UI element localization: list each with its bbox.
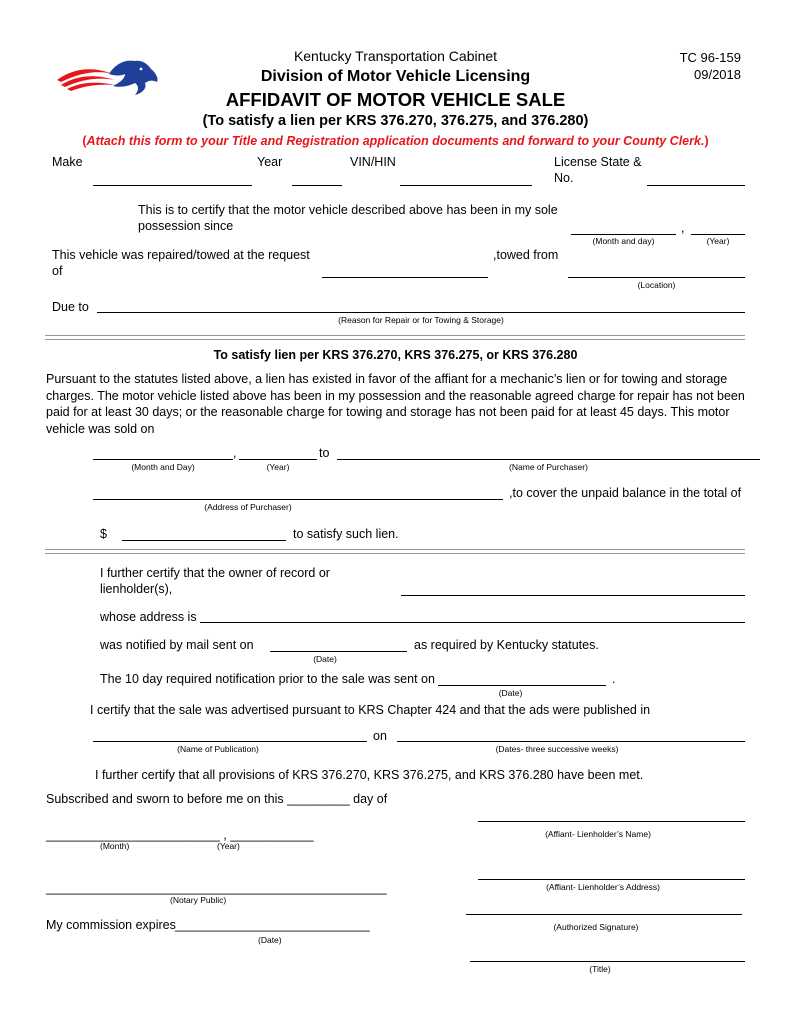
location-field[interactable] [568, 277, 745, 278]
lien-paragraph: Pursuant to the statutes listed above, a lien has existed in favor of the affiant for a mechanic’s lien or for towing and storage charges. The motor vehicle listed above has been in my possession and the reasonable agreed charge for repair has not been paid for at least 30 days; or the reasonable charge for towing and storage has not been paid for at least 45 days. This motor vehicle was sold on [46, 372, 745, 436]
make-label: Make [52, 155, 83, 169]
owner-address-field[interactable] [200, 622, 745, 623]
affiant-address-field[interactable] [478, 879, 745, 880]
purchaser-name-label: (Name of Purchaser) [509, 462, 588, 472]
possession-year-field[interactable] [691, 234, 745, 235]
purchaser-address-label: (Address of Purchaser) [204, 502, 292, 512]
license-no-label: No. [554, 171, 574, 185]
to-text: to [319, 446, 330, 460]
on-text: on [373, 729, 387, 743]
due-to-text: Due to [52, 300, 89, 314]
notified-date-label: (Date) [313, 654, 337, 664]
satisfy-lien-text: to satisfy such lien. [293, 527, 399, 541]
make-field[interactable] [93, 185, 252, 186]
sold-month-day-field[interactable] [93, 459, 233, 460]
ten-day-period: . [612, 672, 616, 686]
ten-day-date-label: (Date) [498, 688, 523, 698]
dollar-sign: $ [100, 527, 107, 541]
form-title: AFFIDAVIT OF MOTOR VEHICLE SALE [225, 89, 566, 110]
reason-field[interactable] [97, 312, 745, 313]
owner-name-field[interactable] [401, 595, 745, 596]
advertised-text: I certify that the sale was advertised pursuant to KRS Chapter 424 and that the ads were published in [90, 703, 651, 717]
subscribed-text: Subscribed and sworn to before me on this _________ day of [46, 792, 388, 806]
notified-text: was notified by mail sent on [100, 638, 254, 652]
sold-comma: , [233, 446, 237, 460]
title-field[interactable] [470, 961, 745, 962]
provisions-text: I further certify that all provisions of KRS 376.270, KRS 376.275, and KRS 376.280 have been met. [95, 768, 644, 782]
division-name: Division of Motor Vehicle Licensing [260, 68, 531, 85]
ten-day-text: The 10 day required notification prior to the sale was sent on [100, 672, 435, 686]
form-number: TC 96-159 [679, 50, 741, 65]
sold-month-day-label: (Month and Day) [131, 462, 195, 472]
requester-field[interactable] [322, 277, 488, 278]
publication-name-field[interactable] [93, 741, 367, 742]
year-label: (Year) [706, 236, 730, 246]
section-divider-2 [45, 549, 745, 554]
commission-text: My commission expires [46, 918, 176, 932]
ten-day-date-field[interactable] [438, 685, 606, 686]
year-label: Year [257, 155, 283, 169]
attach-instruction: (Attach this form to your Title and Registration application documents and forward to your County Clerk.) [82, 134, 709, 148]
sworn-year-label: (Year) [217, 841, 240, 851]
license-field[interactable] [647, 185, 745, 186]
lien-heading: To satisfy lien per KRS 376.270, KRS 376.275, or KRS 376.280 [213, 348, 578, 362]
repair-request-text: This vehicle was repaired/towed at the request [52, 248, 310, 262]
notified-date-field[interactable] [270, 651, 407, 652]
agency-name: Kentucky Transportation Cabinet [293, 48, 498, 64]
authorized-signature-field[interactable] [466, 914, 742, 915]
commission-date-line[interactable]: ____________________________ [175, 918, 370, 932]
sworn-month-label: (Month) [100, 841, 130, 851]
reason-label: (Reason for Repair or for Towing & Storage) [338, 315, 504, 325]
publication-dates-field[interactable] [397, 741, 745, 742]
commission-date-label: (Date) [258, 935, 282, 945]
authorized-signature-label: (Authorized Signature) [553, 922, 639, 932]
affiant-name-field[interactable] [478, 821, 745, 822]
affiant-name-label: (Affiant- Lienholder’s Name) [545, 829, 651, 839]
month-day-label: (Month and day) [592, 236, 655, 246]
balance-amount-field[interactable] [122, 540, 286, 541]
possession-text-2: possession since [138, 219, 234, 233]
sold-year-field[interactable] [239, 459, 317, 460]
form-date: 09/2018 [694, 67, 741, 82]
license-state-label: License State & [554, 155, 642, 169]
form-subtitle: (To satisfy a lien per KRS 376.270, 376.275, and 376.280) [202, 113, 589, 129]
purchaser-address-field[interactable] [93, 499, 503, 500]
affiant-address-label: (Affiant- Lienholder’s Address) [546, 882, 660, 892]
possession-month-day-field[interactable] [571, 234, 676, 235]
whose-address-text: whose address is [100, 610, 197, 624]
publication-name-label: (Name of Publication) [177, 744, 259, 754]
sold-year-label: (Year) [266, 462, 290, 472]
repair-of-text: of [52, 264, 63, 278]
possession-text-1: This is to certify that the motor vehicle described above has been in my sole [138, 203, 558, 217]
year-field[interactable] [292, 185, 342, 186]
cover-balance-text: ,to cover the unpaid balance in the total of [509, 486, 742, 500]
purchaser-name-field[interactable] [337, 459, 760, 460]
sworn-month-year-line[interactable]: _________________________ , ____________ [46, 828, 314, 842]
location-label: (Location) [637, 280, 676, 290]
notary-label: (Notary Public) [170, 895, 227, 905]
possession-comma: , [681, 221, 685, 235]
towed-from-text: ,towed from [493, 248, 559, 262]
notary-line[interactable]: _________________________________________________ [46, 881, 387, 895]
as-required-text: as required by Kentucky statutes. [414, 638, 599, 652]
vin-label: VIN/HIN [350, 155, 396, 169]
title-label: (Title) [589, 964, 611, 974]
section-divider [45, 335, 745, 340]
owner-text-1: I further certify that the owner of record or [100, 566, 330, 580]
publication-dates-label: (Dates- three successive weeks) [495, 744, 619, 754]
vin-field[interactable] [400, 185, 532, 186]
owner-text-2: lienholder(s), [100, 582, 173, 596]
